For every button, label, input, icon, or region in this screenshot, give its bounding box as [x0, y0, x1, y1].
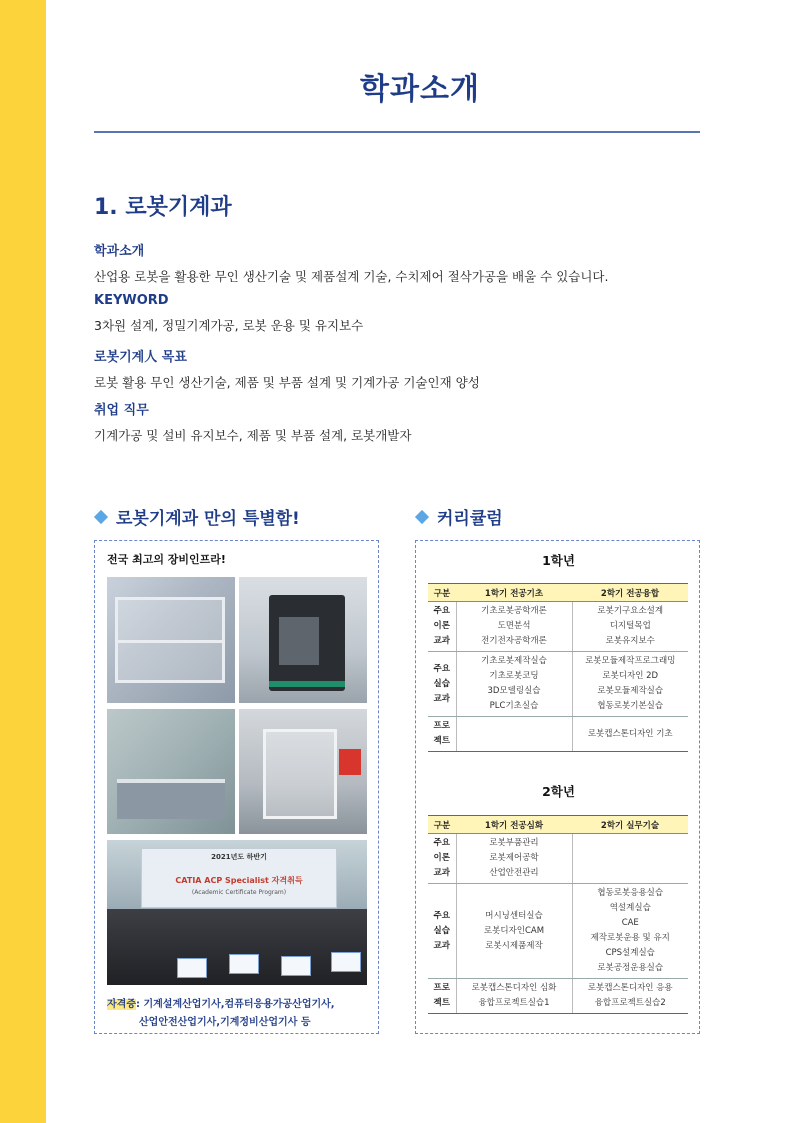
section-heading-text: 1. 로봇기계과	[94, 195, 232, 220]
info-intro	[94, 240, 714, 285]
row-category: 주요 실습 교과	[428, 652, 456, 717]
title-divider	[94, 131, 700, 133]
year2-label: 2학년	[542, 784, 575, 799]
info-goal	[94, 346, 714, 391]
lab-photo-robot-cell	[239, 709, 367, 834]
table-cell: 로봇캡스톤디자인 응용 융합프로젝트실습2	[572, 979, 688, 1014]
certification-line-2: 산업안전산업기사,기계정비산업기사 등	[139, 1017, 311, 1028]
curriculum-box	[415, 540, 700, 1034]
info-keyword	[94, 293, 714, 334]
info-label: 로봇기계人 목표	[94, 350, 187, 365]
table-row	[428, 979, 688, 1014]
lab-photo-workbenches	[107, 709, 235, 834]
info-jobs	[94, 399, 714, 444]
warning-sign-icon	[339, 749, 361, 775]
feature-heading	[94, 504, 300, 529]
banner-program: CATIA ACP Specialist 자격취득	[175, 876, 303, 885]
row-category: 프로 젝트	[428, 979, 456, 1014]
table-cell	[572, 834, 688, 884]
workbench	[117, 779, 225, 819]
row-category: 주요 실습 교과	[428, 884, 456, 979]
year2-table	[428, 815, 688, 1014]
table-row	[428, 602, 688, 652]
table-row	[428, 652, 688, 717]
side-accent-bar	[0, 0, 46, 1123]
year1-label: 1학년	[542, 553, 575, 568]
diamond-icon	[415, 509, 429, 523]
group-certificate-photo	[107, 840, 367, 985]
certification-line-1	[107, 995, 335, 1010]
certification-label: 자격증	[107, 999, 136, 1010]
row-category: 주요 이론 교과	[428, 834, 456, 884]
banner-year: 2021년도 하반기	[211, 853, 267, 861]
year1-table	[428, 583, 688, 752]
table-header: 1학기 전공심화	[456, 816, 572, 834]
table-cell: 로봇기구요소설계 디지털목업 로봇유지보수	[572, 602, 688, 652]
certification-text: : 기계설계산업기사,컴퓨터응용가공산업기사,	[135, 999, 335, 1010]
lab-photo-cnc-machine	[239, 577, 367, 703]
certificate	[281, 956, 311, 976]
row-category: 프로 젝트	[428, 717, 456, 752]
table-header: 2학기 실무기술	[572, 816, 688, 834]
table-row	[428, 884, 688, 979]
info-label: KEYWORD	[94, 293, 169, 308]
lab-photo-equipment-racks	[107, 577, 235, 703]
certificate	[331, 952, 361, 972]
cnc-stripe	[269, 681, 345, 687]
table-cell: 로봇캡스톤디자인 심화 융합프로젝트실습1	[456, 979, 572, 1014]
info-label: 학과소개	[94, 244, 145, 259]
certificate	[177, 958, 207, 978]
diamond-icon	[94, 509, 108, 523]
table-cell	[456, 717, 572, 752]
table-cell: 기초로봇공학개론 도면분석 전기전자공학개론	[456, 602, 572, 652]
table-row	[428, 717, 688, 752]
infra-title: 전국 최고의 장비인프라!	[107, 553, 226, 566]
curriculum-heading-text: 커리큘럼	[437, 509, 503, 529]
ceremony-banner	[141, 848, 337, 908]
robot-cell	[263, 729, 337, 819]
table-header: 2학기 전공융합	[572, 584, 688, 602]
table-row	[428, 834, 688, 884]
banner-sub: (Academic Certificate Program)	[191, 889, 287, 896]
table-cell: 로봇모듈제작프로그래밍 로봇디자인 2D 로봇모듈제작실습 협동로봇기본실습	[572, 652, 688, 717]
info-text: 기계가공 및 설비 유지보수, 제품 및 부품 설계, 로봇개발자	[94, 428, 412, 443]
section-heading	[94, 190, 232, 221]
row-category: 주요 이론 교과	[428, 602, 456, 652]
table-header: 구분	[428, 584, 456, 602]
page-title: 학과소개	[360, 72, 480, 107]
info-text: 3차원 설계, 정밀기계가공, 로봇 운용 및 유지보수	[94, 318, 364, 333]
table-cell: 머시닝센터실습 로봇디자인CAM 로봇시제품제작	[456, 884, 572, 979]
table-header-row	[428, 584, 688, 602]
table-cell: 로봇캡스톤디자인 기초	[572, 717, 688, 752]
table-cell: 로봇부품관리 로봇제어공학 산업안전관리	[456, 834, 572, 884]
cnc-door	[279, 617, 319, 665]
feature-heading-text: 로봇기계과 만의 특별함!	[116, 509, 300, 529]
curriculum-heading	[415, 504, 503, 529]
table-header-row	[428, 816, 688, 834]
table-header: 1학기 전공기초	[456, 584, 572, 602]
certificate	[229, 954, 259, 974]
table-header: 구분	[428, 816, 456, 834]
table-cell: 기초로봇제작실습 기초로봇코딩 3D모델링실습 PLC기초실습	[456, 652, 572, 717]
table-cell: 협동로봇응용실습 역설계실습 CAE 제작로봇운용 및 유지 CPS설계실습 로봇공정운용실습	[572, 884, 688, 979]
equipment-rack	[115, 597, 225, 683]
info-label: 취업 직무	[94, 403, 149, 418]
feature-box	[94, 540, 379, 1034]
info-text: 산업용 로봇을 활용한 무인 생산기술 및 제품설계 기술, 수치제어 절삭가공을 배울 수 있습니다.	[94, 269, 609, 284]
info-text: 로봇 활용 무인 생산기술, 제품 및 부품 설계 및 기계가공 기술인재 양성	[94, 375, 480, 390]
